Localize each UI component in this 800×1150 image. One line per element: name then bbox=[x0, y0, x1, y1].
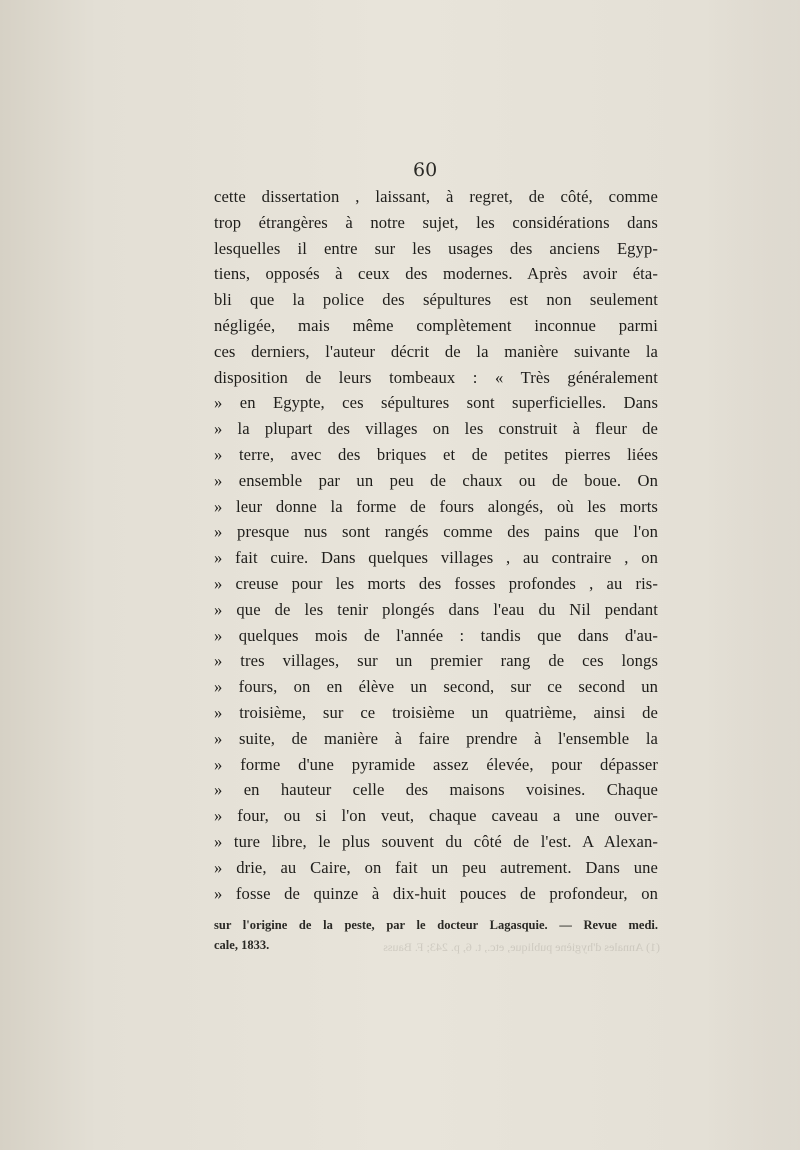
text-line: trop étrangères à notre sujet, les considérations dans bbox=[214, 212, 658, 232]
text-line: négligée, mais même complètement inconnue parmi bbox=[214, 315, 658, 335]
show-through-text: (1) Annales d'hygiène publique, etc., t. 6, p. 243; F. Bauss bbox=[383, 940, 660, 954]
text-line: » leur donne la forme de fours alongés, où les morts bbox=[214, 496, 658, 516]
text-line: » tres villages, sur un premier rang de ces longs bbox=[214, 651, 658, 671]
text-line: tiens, opposés à ceux des modernes. Après avoir éta- bbox=[214, 264, 658, 284]
text-line: » que de les tenir plongés dans l'eau du Nil pendant bbox=[214, 599, 658, 619]
text-line: » creuse pour les morts des fosses profondes , au ris- bbox=[214, 573, 658, 593]
text-line: disposition de leurs tombeaux : « Très généralement bbox=[214, 367, 658, 387]
text-line: cette dissertation , laissant, à regret, de côté, comme bbox=[214, 187, 658, 206]
footnote bbox=[214, 915, 658, 955]
text-line: » en hauteur celle des maisons voisines. Chaque bbox=[214, 780, 658, 800]
text-line: » four, ou si l'on veut, chaque caveau a une ouver- bbox=[214, 806, 658, 826]
page-number: 60 bbox=[413, 159, 438, 181]
text-line: » fours, on en élève un second, sur ce second un bbox=[214, 677, 658, 697]
text-line: ces derniers, l'auteur décrit de la manière suivante la bbox=[214, 341, 658, 361]
page-edge-shading bbox=[710, 0, 800, 1150]
text-line: » troisième, sur ce troisième un quatrième, ainsi de bbox=[214, 702, 658, 722]
text-line: » fosse de quinze à dix-huit pouces de profondeur, on bbox=[214, 883, 658, 903]
text-line: » terre, avec des briques et de petites pierres liées bbox=[214, 444, 658, 464]
text-line: » suite, de manière à faire prendre à l'ensemble la bbox=[214, 728, 658, 748]
footnote-line: cale, 1833. bbox=[214, 938, 270, 952]
text-line: lesquelles il entre sur les usages des anciens Egyp- bbox=[214, 238, 658, 258]
footnote-line: sur l'origine de la peste, par le docteur Lagasquie. — Revue medi. bbox=[214, 918, 658, 932]
text-line: » en Egypte, ces sépultures sont superficielles. Dans bbox=[214, 393, 658, 413]
text-line: » drie, au Caire, on fait un peu autrement. Dans une bbox=[214, 857, 658, 877]
text-line: » presque nus sont rangés comme des pains que l'on bbox=[214, 522, 658, 542]
text-line: » ture libre, le plus souvent du côté de l'est. A Alexan- bbox=[214, 831, 658, 851]
text-line: » la plupart des villages on les construit à fleur de bbox=[214, 419, 658, 439]
text-line: bli que la police des sépultures est non seulement bbox=[214, 290, 658, 310]
text-line: » ensemble par un peu de chaux ou de boue. On bbox=[214, 470, 658, 490]
text-line: » forme d'une pyramide assez élevée, pour dépasser bbox=[214, 754, 658, 774]
text-line: » quelques mois de l'année : tandis que dans d'au- bbox=[214, 625, 658, 645]
body-text bbox=[214, 184, 658, 906]
text-line: » fait cuire. Dans quelques villages , au contraire , on bbox=[214, 548, 658, 568]
